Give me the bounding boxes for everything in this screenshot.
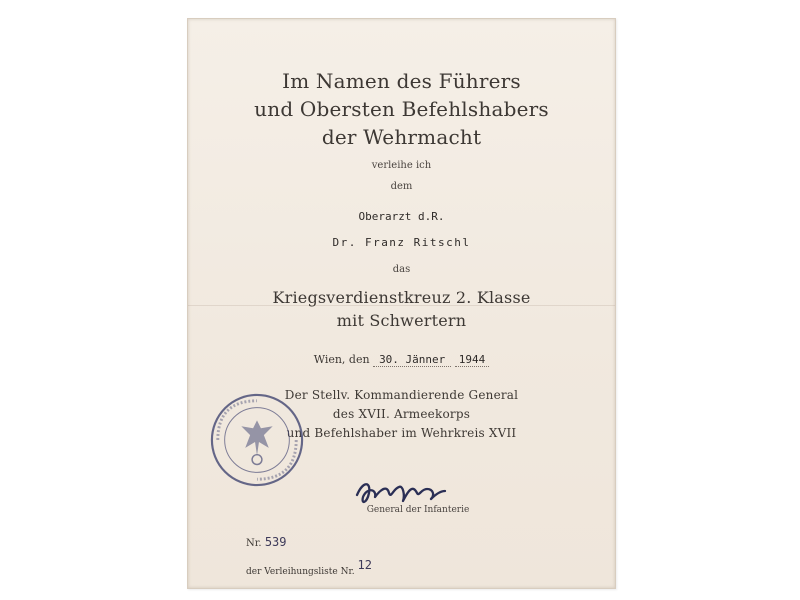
- place-text: Wien, den: [313, 353, 370, 366]
- rank-text: Oberarzt d.R.: [358, 210, 445, 223]
- date-year: 1944: [455, 353, 490, 367]
- number-row: [246, 535, 287, 549]
- certificate-paper: [187, 18, 616, 589]
- date-line: [188, 353, 615, 367]
- list-label: der Verleihungsliste Nr.: [246, 567, 355, 577]
- recipient-name: Dr. Franz Ritschl: [332, 236, 471, 249]
- dem-text: dem: [390, 181, 413, 192]
- award-line-1: Kriegsverdienstkreuz 2. Klasse: [272, 288, 531, 307]
- date-day: 30. Jänner: [373, 353, 451, 367]
- award-line-2: mit Schwertern: [336, 311, 467, 330]
- heading-line-1: Im Namen des Führers: [282, 69, 521, 93]
- signer-title: General der Infanterie: [366, 505, 470, 515]
- heading-line-3: der Wehrmacht: [321, 125, 482, 149]
- issuer-line-3: und Befehlshaber im Wehrkreis XVII: [286, 426, 517, 440]
- eagle-seal-stamp-icon: [208, 391, 306, 489]
- list-value: 12: [357, 558, 372, 572]
- number-label: Nr.: [246, 538, 262, 549]
- issuer-line-1: Der Stellv. Kommandierende General: [284, 388, 519, 402]
- das-text: das: [392, 264, 411, 275]
- list-row: [246, 558, 372, 577]
- verleihe-text: verleihe ich: [371, 160, 432, 171]
- issuer-line-2: des XVII. Armeekorps: [332, 407, 471, 421]
- heading-line-2: und Obersten Befehlshabers: [254, 97, 549, 121]
- number-value: 539: [264, 535, 287, 549]
